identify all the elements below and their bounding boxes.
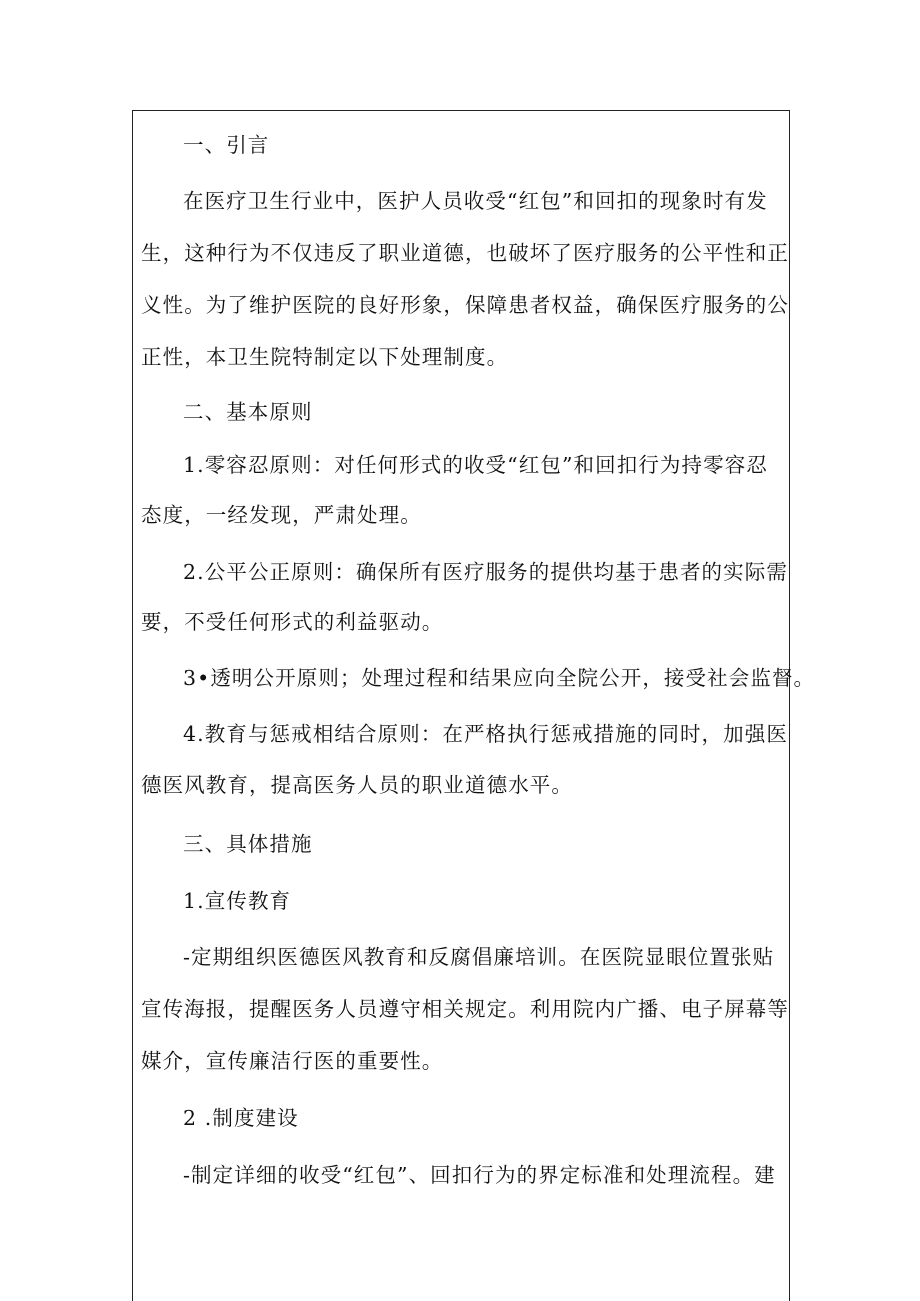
paragraph-line: 1.宣传教育 xyxy=(183,889,292,913)
paragraph-line: 态度，一经发现，严肃处理。 xyxy=(141,503,422,527)
paragraph-line: 2 .制度建设 xyxy=(183,1106,299,1130)
section-heading: 三、具体措施 xyxy=(183,832,313,856)
paragraph-line: 宣传海报，提醒医务人员遵守相关规定。利用院内广播、电子屏幕等 xyxy=(141,997,789,1021)
paragraph-line: 1.零容忍原则：对任何形式的收受“红包”和回扣行为持零容忍 xyxy=(183,453,768,477)
paragraph-line: 2.公平公正原则：确保所有医疗服务的提供均基于患者的实际需 xyxy=(183,560,788,584)
paragraph-line: 3•透明公开原则；处理过程和结果应向全院公开，接受社会监督。 xyxy=(183,666,816,690)
paragraph-line: 德医风教育，提高医务人员的职业道德水平。 xyxy=(141,773,573,797)
section-heading: 一、引言 xyxy=(183,133,270,157)
paragraph-line: 要，不受任何形式的利益驱动。 xyxy=(141,610,444,634)
paragraph-line: 在医疗卫生行业中，医护人员收受“红包”和回扣的现象时有发 xyxy=(183,189,768,213)
section-heading: 二、基本原则 xyxy=(183,400,313,424)
paragraph-line: 正性，本卫生院特制定以下处理制度。 xyxy=(141,345,509,369)
paragraph-line: -制定详细的收受“红包”、回扣行为的界定标准和处理流程。建 xyxy=(183,1163,776,1187)
paragraph-line: 媒介，宣传廉洁行医的重要性。 xyxy=(141,1049,444,1073)
document-page-frame xyxy=(132,110,816,1301)
paragraph-line: -定期组织医德医风教育和反腐倡廉培训。在医院显眼位置张贴 xyxy=(183,945,775,969)
paragraph-line: 4.教育与惩戒相结合原则：在严格执行惩戒措施的同时，加强医 xyxy=(183,722,788,746)
paragraph-line: 生，这种行为不仅违反了职业道德，也破坏了医疗服务的公平性和正 xyxy=(141,241,789,265)
paragraph-line: 义性。为了维护医院的良好形象，保障患者权益，确保医疗服务的公 xyxy=(141,293,789,317)
